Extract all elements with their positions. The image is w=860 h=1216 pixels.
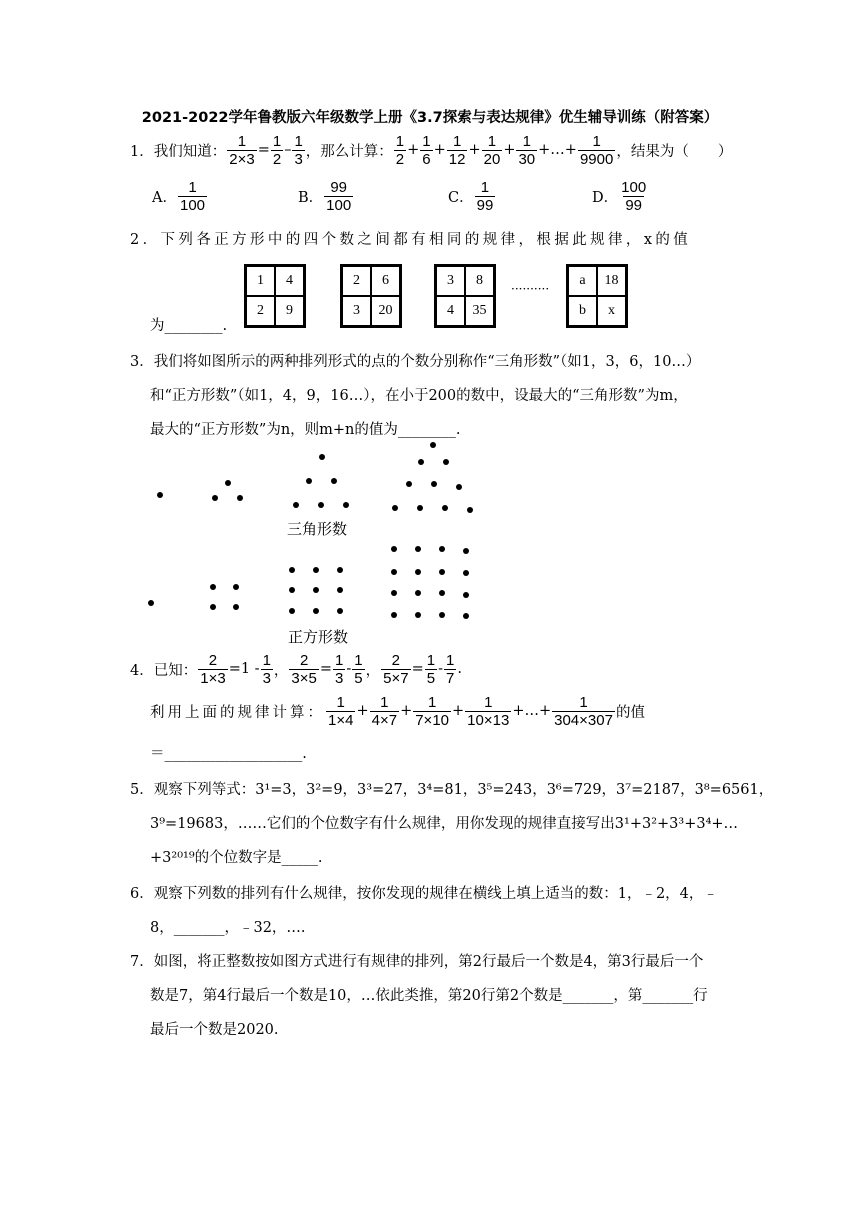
fraction: $\frac{1}{100}$ [179, 178, 206, 214]
dot [463, 548, 469, 554]
square-cell: 9 [275, 296, 304, 326]
fraction: $\frac{1}{12}$ [448, 132, 466, 168]
dot [439, 590, 445, 596]
dot [415, 546, 421, 552]
fraction: $\frac{1}{10\times 13}$ [467, 693, 510, 729]
fraction: $\frac{2}{3\times 5}$ [291, 651, 317, 687]
number-square-4 [566, 264, 628, 328]
dot [463, 592, 469, 598]
dot [406, 481, 412, 487]
square-cell: 1 [246, 266, 275, 296]
triangle-caption: 三角形数 [287, 520, 348, 538]
dot [417, 505, 423, 511]
question-7-line-3: 最后一个数是2020. [150, 1022, 279, 1038]
dot [148, 600, 154, 606]
option-letter: B． [298, 189, 324, 206]
dot [456, 484, 462, 490]
fraction: $\frac{1}{3}$ [262, 651, 271, 687]
dot [212, 495, 218, 501]
fraction: $\frac{1}{20}$ [483, 132, 501, 168]
question-4-line-3: ＝___________________. [150, 746, 307, 762]
dot [318, 502, 324, 508]
q4-line2-pre: 利用上面的规律计算： [150, 704, 325, 721]
dot [415, 569, 421, 575]
dot [439, 569, 445, 575]
fraction: $\frac{1}{2}$ [272, 132, 282, 168]
dot [306, 478, 312, 484]
fraction: $\frac{1}{304\times 307}$ [554, 693, 613, 729]
dot [313, 587, 319, 593]
dot [157, 492, 163, 498]
fraction: $\frac{1}{30}$ [518, 132, 536, 168]
number-square-3 [434, 264, 496, 328]
fraction: $\frac{1}{9900}$ [579, 132, 614, 168]
square-cell: 20 [371, 296, 400, 326]
fraction: $\frac{1}{5}$ [426, 651, 436, 687]
fraction: $\frac{1}{7}$ [445, 651, 455, 687]
square-cell: 6 [371, 266, 400, 296]
question-5-line-2: 3⁹=19683，……它们的个位数字有什么规律，用你发现的规律直接写出3¹+3²+3³+3⁴+… [150, 816, 739, 832]
dot [331, 478, 337, 484]
q1-option-a[interactable] [152, 176, 208, 216]
q1-label: 1．我们知道： [130, 143, 227, 160]
dot [439, 546, 445, 552]
square-cell: 2 [342, 266, 371, 296]
dot [233, 584, 239, 590]
square-cell: 4 [436, 296, 465, 326]
fraction: $\frac{1}{5}$ [354, 651, 363, 687]
q1-mid: ，那么计算： [305, 143, 393, 160]
question-6-line-2: 8，_______，﹣32，…. [150, 920, 306, 936]
fraction: $\frac{2}{1\times 3}$ [200, 651, 226, 687]
q1-option-c[interactable] [448, 176, 496, 216]
dot [313, 608, 319, 614]
square-cell: a [568, 266, 597, 296]
fraction: $\frac{1}{4\times 7}$ [371, 693, 398, 729]
square-caption: 正方形数 [288, 628, 349, 646]
number-square-1 [244, 264, 306, 328]
fraction: $\frac{1}{1\times 4}$ [328, 693, 354, 729]
square-cell: 4 [275, 266, 304, 296]
dot [431, 481, 437, 487]
question-7-line-2: 数是7，第4行最后一个数是10，…依此类推，第20行第2个数是_______，第_______行 [150, 988, 708, 1004]
square-cell: 18 [597, 266, 626, 296]
fraction: $\frac{100}{99}$ [621, 178, 647, 214]
dot [391, 612, 397, 618]
dot [225, 480, 231, 486]
dot [210, 584, 216, 590]
option-letter: C． [448, 189, 474, 206]
square-cell: 3 [436, 266, 465, 296]
dot [391, 546, 397, 552]
q1-option-d[interactable] [592, 176, 649, 216]
question-1: 1．我们知道： $\frac{1}{2\times 3}$ = $\frac{1}{2}$ – $\frac{1}{3}$ ，那么计算： $\frac{1}{2}$ + $\frac{1}{6}$ + $\frac{1}{12}$ + $\frac{1}{20}$ + $\frac{1}{30}$ +…+ $\frac{1}{9900}$ ，结果为（ ） [130, 132, 733, 168]
square-cell: 8 [465, 266, 494, 296]
fraction: $\frac{1}{2\times 3}$ [229, 132, 255, 168]
question-7-line-1: 7．如图，将正整数按如图方式进行有规律的排列，第2行最后一个数是4，第3行最后一个 [130, 954, 704, 970]
fraction: $\frac{1}{6}$ [422, 132, 431, 168]
dot [439, 612, 445, 618]
dot [337, 567, 343, 573]
fraction: $\frac{2}{5\times 7}$ [383, 651, 409, 687]
question-4-line-1: 4．已知： $\frac{2}{1\times 3}$ =1 - $\frac{1}{3}$ ， $\frac{2}{3\times 5}$ = $\frac{1}{3}$ - $\frac{1}{5}$ ， $\frac{2}{5\times 7}$ = $\frac{1}{5}$ - $\frac{1}{7}$ . [130, 651, 462, 687]
square-cell: 35 [465, 296, 494, 326]
page-title: 2021-2022学年鲁教版六年级数学上册《3.7探索与表达规律》优生辅导训练（附答案） [141, 110, 719, 126]
question-3-line-2: 和“正方形数”（如1，4，9，16…），在小于200的数中，设最大的“三角形数”为m， [150, 388, 688, 404]
dot [293, 502, 299, 508]
square-cell: x [597, 296, 626, 326]
dot [343, 502, 349, 508]
question-3-line-3: 最大的“正方形数”为n，则m+n的值为________. [150, 422, 461, 438]
dot [442, 505, 448, 511]
dot [233, 604, 239, 610]
dot [430, 442, 436, 448]
dot [418, 459, 424, 465]
dot [337, 608, 343, 614]
dot [337, 587, 343, 593]
fraction: $\frac{99}{100}$ [326, 178, 352, 214]
dot [313, 567, 319, 573]
question-4-line-2: 利用上面的规律计算： $\frac{1}{1\times 4}$ + $\frac{1}{4\times 7}$ + $\frac{1}{7\times 10}$ + $\frac{1}{10\times 13}$ +…+ $\frac{1}{304\times 307}$ 的值 [150, 693, 645, 729]
dot [391, 569, 397, 575]
dot [463, 570, 469, 576]
fraction: $\frac{1}{3}$ [294, 132, 303, 168]
fraction: $\frac{1}{7\times 10}$ [415, 693, 450, 729]
dot [415, 612, 421, 618]
dot [319, 454, 325, 460]
q1-end: ，结果为（ ） [616, 143, 733, 160]
dot [467, 507, 473, 513]
dot [415, 590, 421, 596]
dot [463, 613, 469, 619]
fraction: $\frac{1}{99}$ [476, 178, 494, 214]
question-3-line-1: 3．我们将如图所示的两种排列形式的点的个数分别称作“三角形数”（如1，3，6，10…） [130, 354, 701, 370]
dot [289, 567, 295, 573]
dot [443, 459, 449, 465]
dot [289, 587, 295, 593]
dot [391, 590, 397, 596]
q1-option-b[interactable] [298, 176, 354, 216]
square-cell: 2 [246, 296, 275, 326]
option-letter: A． [152, 189, 177, 206]
question-2-text: 2．下列各正方形中的四个数之间都有相同的规律，根据此规律，x的值 [130, 232, 692, 248]
question-5-line-1: 5．观察下列等式：3¹=3，3²=9，3³=27，3⁴=81，3⁵=243，3⁶=729，3⁷=2187，3⁸=6561， [130, 782, 774, 798]
question-6-line-1: 6．观察下列数的排列有什么规律，按你发现的规律在横线上填上适当的数：1，﹣2，4，﹣ [130, 886, 718, 902]
dot [289, 608, 295, 614]
q4-line2-post: 的值 [615, 704, 645, 721]
square-cell: 3 [342, 296, 371, 326]
question-5-line-3: +3²⁰¹⁹的个位数字是_____. [150, 850, 323, 866]
ellipsis: ·········· [511, 282, 550, 296]
dot [392, 505, 398, 511]
dot [237, 495, 243, 501]
number-square-2 [340, 264, 402, 328]
question-2-answer: 为________. [150, 318, 228, 334]
fraction: $\frac{1}{3}$ [335, 651, 344, 687]
dot [210, 604, 216, 610]
option-letter: D． [592, 189, 619, 206]
q4-label: 4．已知： [130, 662, 198, 679]
square-cell: b [568, 296, 597, 326]
fraction: $\frac{1}{2}$ [395, 132, 405, 168]
